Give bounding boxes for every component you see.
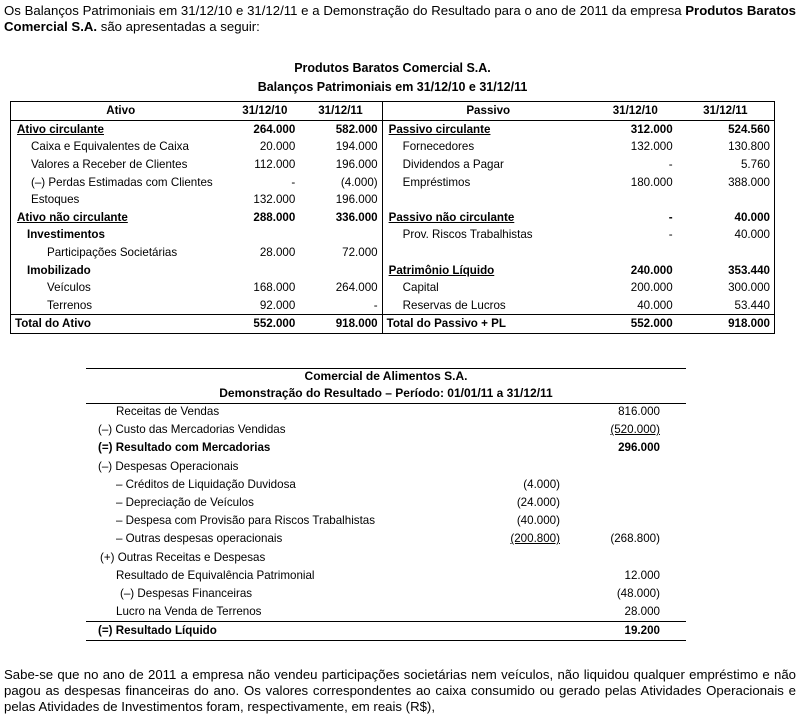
income-label: – Outras despesas operacionais: [116, 532, 283, 546]
ativo-2011-value: 582.000: [299, 120, 382, 138]
passivo-2011-value: 353.440: [728, 263, 770, 277]
passivo-2011-value: [677, 244, 775, 262]
income-partial-text: (24.000): [516, 496, 560, 510]
total-passivo-2010: 552.000: [594, 315, 677, 334]
income-total-value: [564, 476, 686, 494]
income-total-value: [564, 421, 686, 439]
passivo-label: Passivo circulante: [388, 122, 491, 136]
income-statement-body: [86, 403, 686, 641]
passivo-2010-value: -: [668, 210, 673, 224]
ativo-label: Investimentos: [27, 228, 105, 242]
balance-header-row: [11, 102, 775, 121]
question-paragraph: Sabe-se que no ano de 2011 a empresa não vendeu participações societárias nem veículos, não liquidou qualquer empréstimo e não pagou as despesas financeiras do ano. Os valores correspondentes ao caixa consumido ou gerado pelas Atividades Operacionais e pelas Atividades de Investimentos foram, respectivamente, em reais (R$),: [4, 667, 796, 714]
passivo-label: Reservas de Lucros: [402, 298, 506, 312]
passivo-2010-value: -: [668, 228, 673, 242]
ativo-2011-value: 264.000: [299, 279, 382, 297]
income-partial-value: [436, 476, 564, 494]
income-label: – Depreciação de Veículos: [116, 496, 254, 510]
passivo-2010-value: [594, 191, 677, 209]
total-ativo-label: Total do Ativo: [11, 315, 231, 334]
ativo-label: Veículos: [47, 281, 91, 295]
passivo-label: Fornecedores: [402, 140, 475, 154]
income-row: [86, 439, 686, 457]
ativo-label: Participações Societárias: [47, 246, 178, 260]
income-row: [86, 494, 686, 512]
income-row: [86, 549, 686, 567]
income-partial-value: [436, 403, 564, 421]
header-passivo-2010: 31/12/10: [594, 102, 677, 121]
passivo-2010-value: 240.000: [630, 263, 673, 277]
ativo-2011-value: (4.000): [299, 173, 382, 191]
passivo-2011-value: 130.800: [728, 140, 770, 154]
income-total-value: [564, 458, 686, 476]
passivo-2011-value: 40.000: [734, 210, 770, 224]
income-label: – Créditos de Liquidação Duvidosa: [116, 477, 296, 491]
passivo-label: Dividendos a Pagar: [402, 158, 504, 172]
passivo-2011-value: [677, 191, 775, 209]
income-partial-value: [436, 585, 564, 603]
passivo-label: Capital: [402, 281, 439, 295]
ativo-2010-value: 92.000: [259, 298, 296, 312]
passivo-2010-value: 132.000: [630, 140, 673, 154]
income-label: (+) Outras Receitas e Despesas: [100, 550, 266, 564]
income-partial-value: [436, 603, 564, 622]
income-subtitle: Demonstração do Resultado – Período: 01/01/11 a 31/12/11: [219, 386, 553, 400]
balance-row: [11, 279, 775, 297]
ativo-label: Terrenos: [47, 298, 93, 312]
income-total-text: 816.000: [618, 405, 660, 419]
header-passivo: Passivo: [382, 102, 594, 121]
ativo-2010-value: 132.000: [253, 193, 296, 207]
income-label: (=) Resultado com Mercadorias: [98, 441, 271, 455]
income-total-value: [564, 549, 686, 567]
passivo-label: Prov. Riscos Trabalhistas: [402, 228, 533, 242]
ativo-2010-value: 28.000: [259, 246, 296, 260]
ativo-label: Estoques: [31, 193, 80, 207]
intro-company: Produtos Baratos Comercial S.A.: [4, 3, 796, 34]
income-partial-value: [436, 439, 564, 457]
income-row: [86, 603, 686, 622]
income-partial-text: (4.000): [523, 477, 560, 491]
total-ativo-2011: 918.000: [299, 315, 382, 334]
income-label: (–) Despesas Operacionais: [98, 459, 239, 473]
passivo-2010-value: 200.000: [630, 281, 673, 295]
header-ativo: Ativo: [11, 102, 231, 121]
income-total-value: [564, 530, 686, 548]
ativo-2010-value: [230, 261, 299, 279]
total-ativo-2010: 552.000: [230, 315, 299, 334]
balance-row: [11, 191, 775, 209]
ativo-2011-value: 194.000: [299, 138, 382, 156]
income-total-value: [564, 567, 686, 585]
passivo-label: Empréstimos: [402, 175, 471, 189]
income-partial-value: [436, 421, 564, 439]
income-row: [86, 512, 686, 530]
balance-subtitle: Balanços Patrimoniais em 31/12/10 e 31/12/11: [257, 80, 528, 94]
income-partial-text: (200.800): [510, 532, 560, 546]
income-label: Lucro na Venda de Terrenos: [116, 605, 262, 619]
ativo-2010-value: 112.000: [254, 158, 296, 172]
income-total-text: (48.000): [616, 586, 660, 600]
ativo-2011-value: 72.000: [299, 244, 382, 262]
balance-row: [11, 156, 775, 174]
intro-text-1: Os Balanços Patrimoniais em 31/12/10 e 31/12/11 e a Demonstração do Resultado para o ano de 2011 da empresa: [4, 3, 686, 18]
balance-row: [11, 261, 775, 279]
passivo-2011-value: 388.000: [728, 175, 770, 189]
income-label: (–) Custo das Mercadorias Vendidas: [98, 423, 286, 437]
income-total-value: [564, 494, 686, 512]
ativo-2010-value: 168.000: [253, 281, 296, 295]
income-total-text: 28.000: [624, 605, 660, 619]
income-total-value: [564, 512, 686, 530]
income-total-value: [564, 585, 686, 603]
ativo-label: Ativo não circulante: [17, 210, 128, 224]
income-row: [86, 421, 686, 439]
income-partial-text: (40.000): [516, 514, 560, 528]
income-label: – Despesa com Provisão para Riscos Trabalhistas: [116, 514, 376, 528]
total-passivo-label: Total do Passivo + PL: [382, 315, 594, 334]
balance-sheet-table: [10, 101, 775, 334]
income-label: Receitas de Vendas: [116, 405, 220, 419]
balance-title: Produtos Baratos Comercial S.A.: [294, 61, 491, 75]
header-ativo-2010: 31/12/10: [230, 102, 299, 121]
balance-row: [11, 209, 775, 227]
income-partial-value: [436, 567, 564, 585]
passivo-2011-value: 40.000: [734, 228, 770, 242]
ativo-2010-value: 20.000: [259, 140, 296, 154]
income-total-text: (520.000): [610, 423, 660, 437]
income-row: [86, 476, 686, 494]
balance-total-row: [11, 315, 775, 334]
passivo-2011-value: 53.440: [734, 298, 770, 312]
income-row: [86, 567, 686, 585]
passivo-label: [382, 244, 594, 262]
income-row: [86, 530, 686, 548]
passivo-2011-value: 300.000: [728, 281, 770, 295]
header-ativo-2011: 31/12/11: [299, 102, 382, 121]
passivo-label: Passivo não circulante: [388, 210, 515, 224]
balance-row: [11, 120, 775, 138]
income-statement-table: [86, 403, 686, 641]
ativo-2011-value: [299, 261, 382, 279]
income-partial-value: [436, 530, 564, 548]
passivo-label: Patrimônio Líquido: [388, 263, 495, 277]
passivo-2011-value: 524.560: [728, 122, 770, 136]
passivo-2010-value: 40.000: [637, 298, 673, 312]
income-total-value: [564, 439, 686, 457]
ativo-2010-value: 288.000: [253, 210, 296, 224]
passivo-2010-value: 312.000: [630, 122, 673, 136]
income-total-text: 12.000: [624, 568, 660, 582]
ativo-2011-value: 196.000: [299, 191, 382, 209]
net-result-value: 19.200: [564, 622, 686, 641]
header-passivo-2011: 31/12/11: [677, 102, 775, 121]
ativo-label: Valores a Receber de Clientes: [31, 158, 188, 172]
ativo-2011-value: -: [299, 297, 382, 315]
income-partial-value: [436, 458, 564, 476]
income-partial-value: [436, 549, 564, 567]
income-row: [86, 458, 686, 476]
income-label: (–) Despesas Financeiras: [120, 586, 253, 600]
income-total-text: (268.800): [610, 532, 660, 546]
balance-row: [11, 297, 775, 315]
ativo-2011-value: 336.000: [299, 209, 382, 227]
ativo-2010-value: [230, 226, 299, 244]
income-total-text: 296.000: [618, 441, 660, 455]
income-total-value: [564, 603, 686, 622]
ativo-2011-value: 196.000: [299, 156, 382, 174]
ativo-label: Imobilizado: [27, 263, 91, 277]
income-partial-value: [436, 494, 564, 512]
income-total-value: [564, 403, 686, 421]
ativo-label: Caixa e Equivalentes de Caixa: [31, 140, 189, 154]
net-result-spacer: [436, 622, 564, 641]
passivo-label: [382, 191, 594, 209]
total-passivo-2011: 918.000: [677, 315, 775, 334]
income-final-row: [86, 622, 686, 641]
balance-sheet-body: [11, 102, 775, 334]
passivo-2010-value: [594, 244, 677, 262]
balance-row: [11, 138, 775, 156]
income-title: Comercial de Alimentos S.A.: [304, 369, 468, 383]
balance-row: [11, 244, 775, 262]
ativo-label: (–) Perdas Estimadas com Clientes: [31, 175, 213, 189]
balance-row: [11, 173, 775, 191]
ativo-2010-value: 264.000: [253, 122, 296, 136]
income-label: Resultado de Equivalência Patrimonial: [116, 568, 315, 582]
passivo-2010-value: -: [668, 158, 673, 172]
income-row: [86, 585, 686, 603]
intro-text-2: são apresentadas a seguir:: [97, 19, 260, 34]
balance-row: [11, 226, 775, 244]
net-result-label: (=) Resultado Líquido: [86, 622, 436, 641]
ativo-label: Ativo circulante: [17, 122, 104, 136]
income-partial-value: [436, 512, 564, 530]
intro-paragraph: [4, 3, 796, 35]
income-row: [86, 403, 686, 421]
passivo-2010-value: 180.000: [630, 175, 673, 189]
ativo-2011-value: [299, 226, 382, 244]
passivo-2011-value: 5.760: [740, 158, 770, 172]
ativo-2010-value: -: [291, 175, 296, 189]
